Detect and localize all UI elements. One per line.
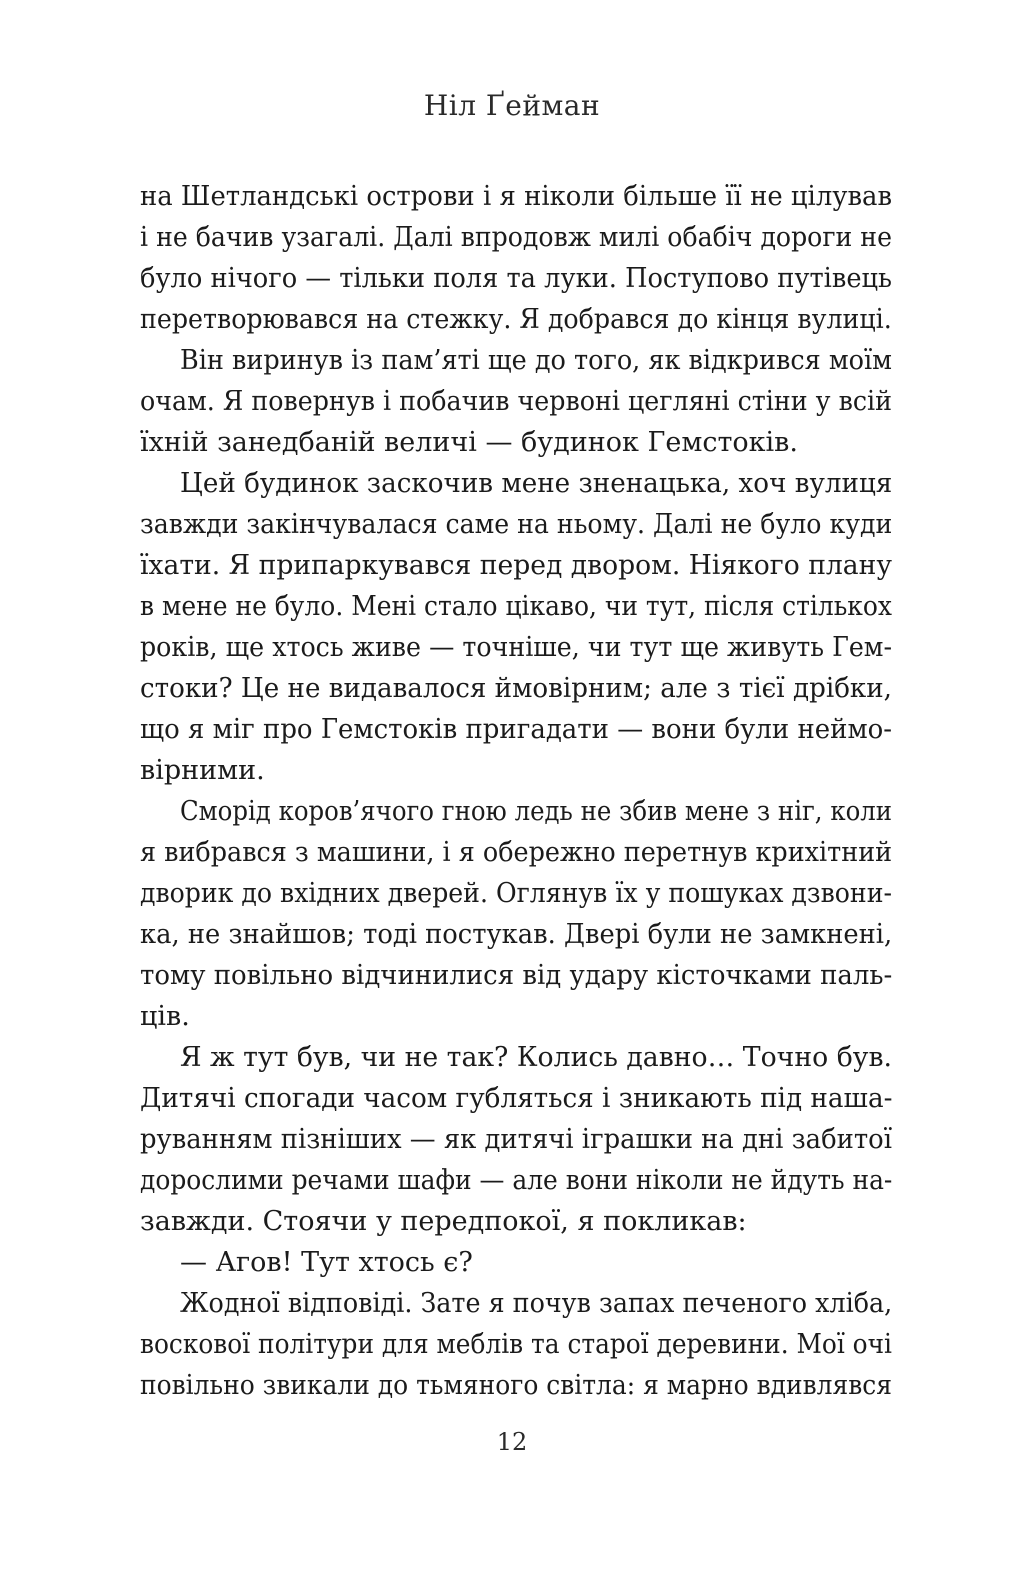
text-line: їхній занедбаній величі — будинок Гемстоків. xyxy=(140,427,798,458)
text-line: Дитячі спогади часом губляться і зникають під наша- xyxy=(140,1083,893,1114)
text-line: ців. xyxy=(140,1001,190,1032)
text-line: було нічого — тільки поля та луки. Поступово путівець xyxy=(140,263,893,294)
text-line: повільно звикали до тьмяного світла: я марно вдивлявся xyxy=(140,1370,892,1401)
body-text xyxy=(140,176,892,1406)
text-line: Жодної відповіді. Зате я почув запах печеного хліба, xyxy=(180,1288,893,1319)
text-line: перетворювався на стежку. Я добрався до кінця вулиці. xyxy=(140,304,892,335)
text-line: стоки? Це не видавалося ймовірним; але з тієї дрібки, xyxy=(140,673,892,704)
paragraph xyxy=(140,176,892,340)
text-line: Сморід коров’ячого гною ледь не збив мене з ніг, коли xyxy=(180,796,893,827)
text-line: ка, не знайшов; тоді постукав. Двері були не замкнені, xyxy=(140,919,893,950)
paragraph xyxy=(140,791,892,1037)
text-line: Цей будинок заскочив мене зненацька, хоч вулиця xyxy=(180,468,893,499)
page-number: 12 xyxy=(496,1428,528,1456)
text-line: на Шетландські острови і я ніколи більше її не цілував xyxy=(140,181,893,212)
text-line: — Агов! Тут хтось є? xyxy=(180,1247,473,1278)
paragraph xyxy=(140,1242,892,1283)
text-line: воскової політури для меблів та старої деревини. Мої очі xyxy=(140,1329,892,1360)
text-line: завжди закінчувалася саме на ньому. Далі не було куди xyxy=(140,509,893,540)
text-line: в мене не було. Мені стало цікаво, чи тут, після стількох xyxy=(140,591,892,622)
text-line: Я ж тут був, чи не так? Колись давно… Точно був. xyxy=(180,1042,893,1073)
text-line: Він виринув із пам’яті ще до того, як відкрився моїм xyxy=(180,345,893,376)
text-line: руванням пізніших — як дитячі іграшки на дні забитої xyxy=(140,1124,892,1155)
text-line: завжди. Стоячи у передпокої, я покликав: xyxy=(140,1206,747,1237)
text-line: років, ще хтось живе — точніше, чи тут ще живуть Гем- xyxy=(140,632,893,663)
text-line: що я міг про Гемстоків пригадати — вони були неймо- xyxy=(140,714,893,745)
text-line: їхати. Я припаркувався перед двором. Ніякого плану xyxy=(140,550,893,581)
paragraph xyxy=(140,463,892,791)
text-line: дворик до вхідних дверей. Оглянув їх у пошуках дзвони- xyxy=(140,878,892,909)
text-line: тому повільно відчинилися від удару кісточками паль- xyxy=(140,960,893,991)
text-line: і не бачив узагалі. Далі впродовж милі обабіч дороги не xyxy=(140,222,892,253)
text-line: очам. Я повернув і побачив червоні цегляні стіни у всій xyxy=(140,386,893,417)
text-line: дорослими речами шафи — але вони ніколи не йдуть на- xyxy=(140,1165,893,1196)
paragraph xyxy=(140,1283,892,1406)
text-line: вірними. xyxy=(140,755,265,786)
text-line: я вибрався з машини, і я обережно перетнув крихітний xyxy=(140,837,893,868)
paragraph xyxy=(140,1037,892,1242)
running-head-author: Ніл Ґейман xyxy=(423,89,601,122)
paragraph xyxy=(140,340,892,463)
